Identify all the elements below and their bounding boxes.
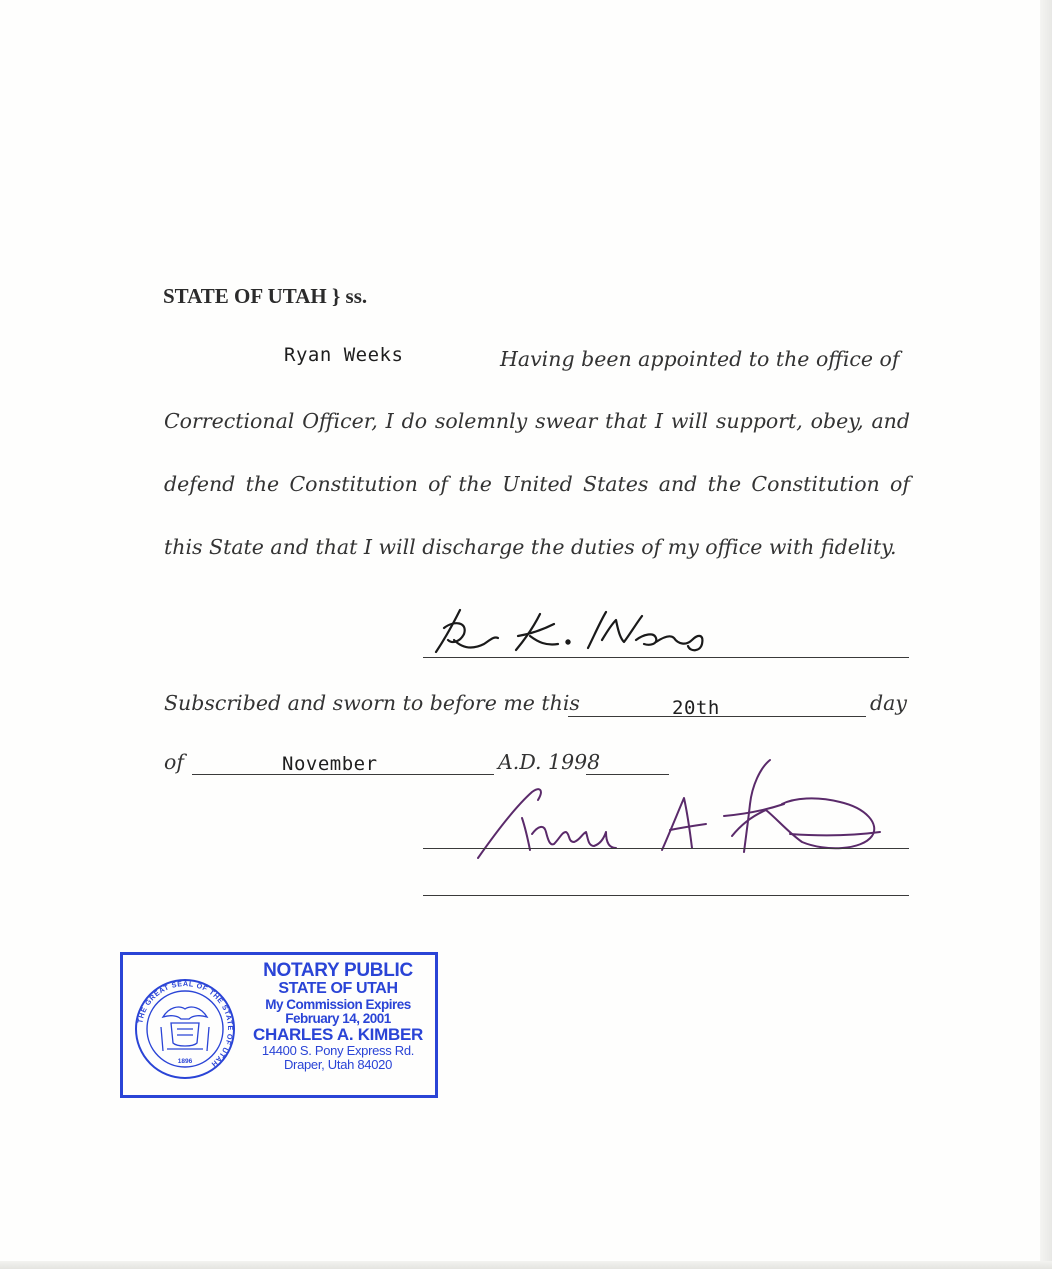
jurat-month-value: November (282, 753, 378, 775)
seal-year: 1896 (177, 1058, 193, 1065)
svg-text:THE GREAT SEAL OF THE STATE OF (135, 979, 235, 1069)
oath-line-1: Having been appointed to the office of (500, 347, 900, 371)
stamp-title: NOTARY PUBLIC (263, 960, 413, 981)
page-edge-right (1040, 0, 1052, 1269)
venue-heading: STATE OF UTAH } ss. (163, 284, 368, 308)
stamp-commission-date: February 14, 2001 (285, 1010, 391, 1026)
stamp-text-block (243, 961, 433, 1071)
stamp-commission-label: My Commission Expires (265, 996, 411, 1012)
jurat-year-label: A.D. 1998 (498, 750, 601, 774)
jurat-of-label: of (164, 750, 184, 774)
stamp-address-line-1: 14400 S. Pony Express Rd. (261, 1042, 415, 1058)
jurat-day-value: 20th (672, 697, 720, 719)
oath-line-2: Correctional Officer, I do solemnly swear that I will support, obey, and (164, 409, 910, 433)
seal-ring-text: THE GREAT SEAL OF THE STATE OF UTAH (135, 978, 236, 1070)
oath-line-4: this State and that I will discharge the duties of my office with fidelity. (164, 535, 897, 559)
notary-title-line (423, 895, 909, 896)
page-edge-bottom (0, 1261, 1052, 1269)
stamp-state: STATE OF UTAH (278, 979, 398, 997)
notary-signature-line (423, 848, 909, 849)
stamp-notary-name: CHARLES A. KIMBER (253, 1025, 423, 1045)
state-seal-icon (133, 977, 237, 1081)
jurat-prefix: Subscribed and sworn to before me this (164, 691, 580, 715)
oath-line-3: defend the Constitution of the United States and the Constitution of (164, 472, 910, 496)
affiant-signature (430, 600, 720, 662)
jurat-day-suffix: day (870, 691, 907, 715)
affiant-signature-line (423, 657, 909, 658)
notary-stamp (120, 952, 438, 1098)
affiant-typed-name: Ryan Weeks (284, 344, 404, 366)
stamp-address-line-2: Draper, Utah 84020 (283, 1056, 393, 1072)
